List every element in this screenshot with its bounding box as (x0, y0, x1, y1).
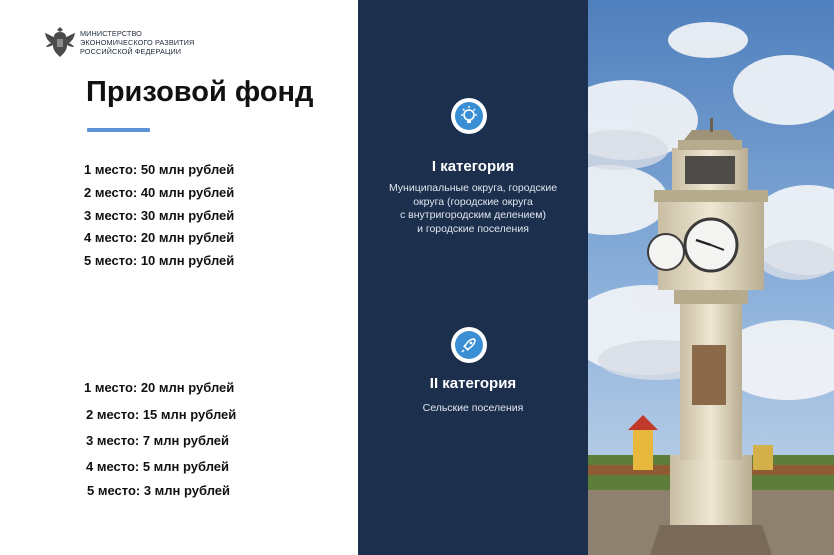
prize-item: 1 место: 50 млн рублей (84, 162, 235, 177)
category-1-desc-line: Муниципальные округа, городские (388, 182, 558, 194)
coat-of-arms-icon (42, 24, 78, 60)
ministry-line-2: ЭКОНОМИЧЕСКОГО РАЗВИТИЯ (80, 38, 195, 47)
category-2-title: II категория (429, 375, 517, 392)
prize-item: 2 место: 15 млн рублей (86, 407, 237, 422)
prize-item: 2 место: 40 млн рублей (84, 185, 235, 200)
page-title: Призовой фонд (86, 76, 314, 108)
prize-item: 4 место: 5 млн рублей (86, 459, 230, 474)
prize-item: 1 место: 20 млн рублей (84, 380, 235, 395)
ministry-name (80, 29, 194, 56)
title-underline (87, 128, 150, 132)
prize-item: 3 место: 30 млн рублей (84, 208, 235, 223)
category-1-desc-line: и городские поселения (417, 222, 529, 235)
category-1-desc-line: с внутригородским делением) (400, 209, 546, 221)
prize-item: 5 место: 10 млн рублей (84, 253, 235, 268)
ministry-line-3: РОССИЙСКОЙ ФЕДЕРАЦИИ (80, 47, 182, 56)
category-1-desc-line: округа (городские округа (413, 195, 533, 208)
rocket-icon (451, 327, 487, 363)
prize-item: 4 место: 20 млн рублей (84, 230, 235, 245)
ministry-line-1: МИНИСТЕРСТВО (80, 29, 142, 38)
prize-item: 5 место: 3 млн рублей (87, 483, 231, 498)
category-2-description: Сельские поселения (422, 402, 524, 414)
category-1-description (358, 182, 588, 236)
lightbulb-gear-icon (451, 98, 487, 134)
categories-panel (358, 0, 588, 555)
category-1-title: I категория (431, 158, 515, 175)
clock-tower-photo (588, 0, 834, 555)
prize-item: 3 место: 7 млн рублей (86, 433, 230, 448)
